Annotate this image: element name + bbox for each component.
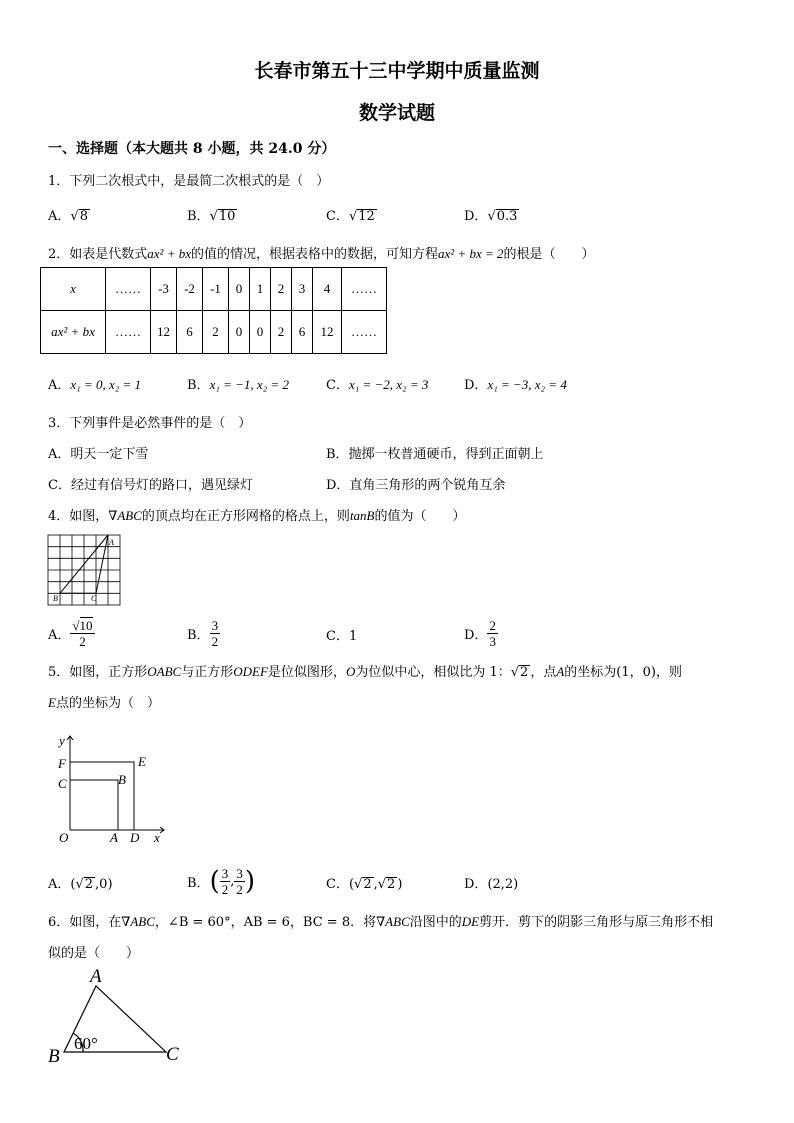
q6-triangle-figure <box>44 964 194 1070</box>
table-cell: -2 <box>177 268 203 311</box>
q2-stem: 2．如表是代数式ax² + bx的值的情况，根据表格中的数据，可知方程ax² + bx = 2的根是（ ） <box>48 246 595 262</box>
table-cell: 2 <box>271 268 292 311</box>
q1-stem: 1．下列二次根式中，是最简二次根式的是（ ） <box>48 174 330 189</box>
q5-figure <box>52 730 170 848</box>
table-cell: -3 <box>151 268 177 311</box>
q3-option-c: C．经过有信号灯的路口，遇见绿灯 <box>48 478 253 493</box>
q5-stem-line2: E点的坐标为（ ） <box>48 695 160 711</box>
table-cell: 3 <box>292 268 313 311</box>
q2-option-d: D．x₁ = −3, x₂ = 4 <box>464 377 567 393</box>
table-row <box>41 268 387 311</box>
axis-label-y: y <box>59 733 65 748</box>
vertex-label-b: B <box>48 1046 60 1067</box>
q1-option-d: D．√0.3 <box>464 209 518 224</box>
page-subtitle: 数学试题 <box>358 102 435 124</box>
q5-option-d: D．(2,2) <box>464 877 519 892</box>
vertex-label-a: A <box>90 966 102 987</box>
q5-option-a: A．(√2 ,0) <box>48 877 113 892</box>
table-cell: 1 <box>250 268 271 311</box>
q2-option-a: A．x₁ = 0, x₂ = 1 <box>48 377 142 393</box>
table-cell: 2 <box>271 311 292 354</box>
point-label-f: F <box>58 756 66 771</box>
table-cell: 12 <box>313 311 342 354</box>
table-cell: …… <box>106 268 151 311</box>
table-cell: ax² + bx <box>41 311 106 354</box>
table-cell: 0 <box>250 311 271 354</box>
table-cell: 6 <box>177 311 203 354</box>
q4-grid-figure <box>46 533 122 607</box>
table-cell: 0 <box>229 311 250 354</box>
table-cell: -1 <box>203 268 229 311</box>
q3-option-a: A．明天一定下雪 <box>48 447 149 462</box>
table-cell: …… <box>342 268 387 311</box>
point-label-a: A <box>110 830 118 845</box>
q1-option-c: C．√12 <box>326 209 375 224</box>
q1-option-b: B．√10 <box>187 209 236 224</box>
point-label-d: D <box>130 830 140 845</box>
section-heading: 一、选择题（本大题共 8 小题，共 24.0 分） <box>48 141 336 157</box>
fig-label-b: B <box>53 594 58 603</box>
table-cell: 6 <box>292 311 313 354</box>
point-label-e: E <box>138 754 146 769</box>
point-label-b: B <box>118 772 126 787</box>
table-cell: 4 <box>313 268 342 311</box>
table-row <box>41 311 387 354</box>
page-title: 长春市第五十三中学期中质量监测 <box>254 60 540 82</box>
q6-stem-line2: 似的是（ ） <box>48 946 140 961</box>
q3-option-b: B．抛掷一枚普通硬币，得到正面朝上 <box>326 447 544 462</box>
q4-option-a: A． $\frac{√10}{2}$ <box>48 618 93 649</box>
q2-option-c: C．x₁ = −2, x₂ = 3 <box>326 377 429 393</box>
q4-stem: 4．如图，∇ABC的顶点均在正方形网格的格点上，则tanB的值为（ ） <box>48 508 466 524</box>
q3-option-d: D．直角三角形的两个锐角互余 <box>326 478 506 493</box>
point-label-c: C <box>58 776 67 791</box>
q5-stem-line1: 5．如图，正方形OABC与正方形ODEF是位似图形，O为位似中心，相似比为 1：√2 ，点A的坐标为(1，0)，则 <box>48 664 682 680</box>
q5-option-b: B．( $\frac{3}{2}$ , $\frac{3}{2}$ ) <box>187 866 256 897</box>
fig-label-a: A <box>109 538 114 547</box>
table-cell: 0 <box>229 268 250 311</box>
vertex-label-c: C <box>166 1044 179 1065</box>
q6-stem-line1: 6．如图，在∇ABC，∠B = 60°，AB = 6，BC = 8．将∇ABC沿图中的DE剪开．剪下的阴影三角形与原三角形不相 <box>48 914 714 930</box>
q5-option-c: C．(√2 ,√2 ) <box>326 877 403 892</box>
q3-stem: 3．下列事件是必然事件的是（ ） <box>48 416 252 431</box>
q1-option-a: A．√8 <box>48 209 88 224</box>
table-cell: 12 <box>151 311 177 354</box>
q4-option-d: D． $\frac{2}{3}$ <box>464 618 496 649</box>
q2-value-table <box>40 267 387 354</box>
fig-label-c: C <box>91 594 97 603</box>
table-cell: …… <box>342 311 387 354</box>
q2-option-b: B．x₁ = −1, x₂ = 2 <box>187 377 289 393</box>
q4-option-b: B． $\frac{3}{2}$ <box>187 618 219 649</box>
axis-label-x: x <box>154 830 160 845</box>
q4-option-c: C．1 <box>326 629 358 644</box>
point-label-o: O <box>59 830 69 845</box>
table-cell: …… <box>106 311 151 354</box>
angle-label: 60° <box>74 1034 98 1053</box>
table-cell: 2 <box>203 311 229 354</box>
table-cell: x <box>41 268 106 311</box>
